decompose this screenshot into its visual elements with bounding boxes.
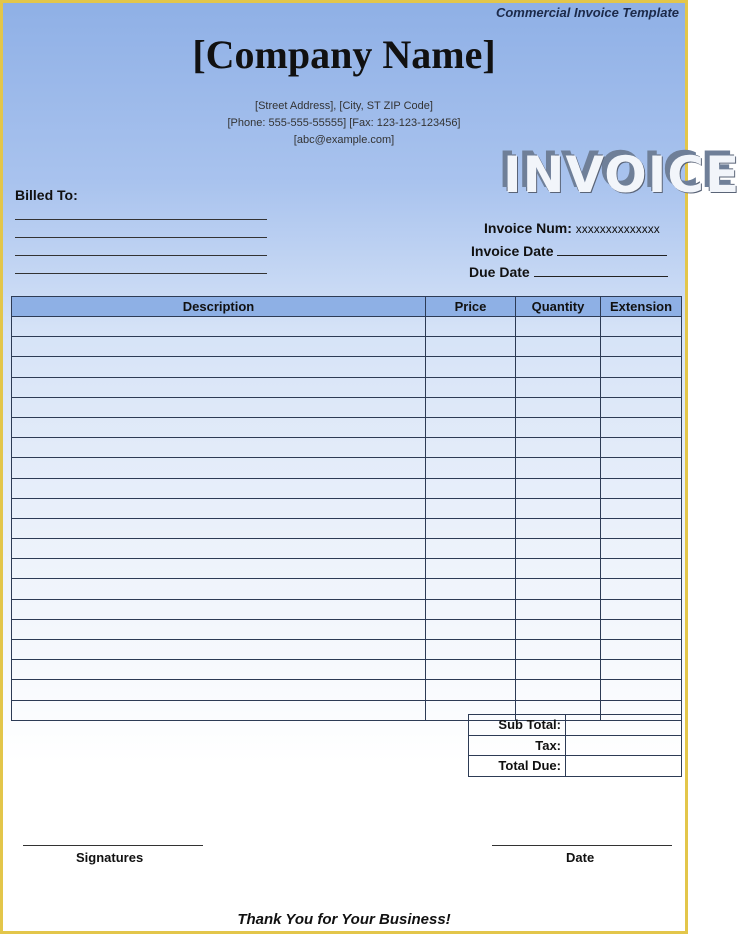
table-row bbox=[12, 539, 682, 559]
table-row bbox=[12, 377, 682, 397]
price-cell[interactable] bbox=[426, 478, 516, 498]
extension-cell[interactable] bbox=[601, 377, 682, 397]
tax-row bbox=[469, 735, 682, 756]
thank-you-message: Thank You for Your Business! bbox=[237, 911, 451, 928]
table-row bbox=[12, 660, 682, 680]
billed-to-line-4[interactable] bbox=[15, 273, 267, 274]
tax-label: Tax: bbox=[469, 735, 566, 756]
extension-cell[interactable] bbox=[601, 478, 682, 498]
quantity-header: Quantity bbox=[516, 297, 601, 317]
price-cell[interactable] bbox=[426, 619, 516, 639]
price-cell[interactable] bbox=[426, 579, 516, 599]
subtotal-row bbox=[469, 715, 682, 736]
description-cell[interactable] bbox=[12, 680, 426, 700]
quantity-cell[interactable] bbox=[516, 518, 601, 538]
price-header: Price bbox=[426, 297, 516, 317]
extension-cell[interactable] bbox=[601, 438, 682, 458]
description-cell[interactable] bbox=[12, 317, 426, 337]
price-cell[interactable] bbox=[426, 559, 516, 579]
quantity-cell[interactable] bbox=[516, 680, 601, 700]
quantity-cell[interactable] bbox=[516, 337, 601, 357]
template-title: Commercial Invoice Template bbox=[495, 5, 679, 20]
invoice-date-label: Invoice Date bbox=[471, 243, 554, 259]
price-cell[interactable] bbox=[426, 640, 516, 660]
table-row bbox=[12, 559, 682, 579]
extension-cell[interactable] bbox=[601, 680, 682, 700]
table-row bbox=[12, 619, 682, 639]
total-due-row bbox=[469, 756, 682, 777]
total-due-value[interactable] bbox=[566, 756, 682, 777]
quantity-cell[interactable] bbox=[516, 599, 601, 619]
extension-header: Extension bbox=[601, 297, 682, 317]
invoice-num-value[interactable]: xxxxxxxxxxxxxx bbox=[575, 222, 660, 236]
billed-to-line-3[interactable] bbox=[15, 255, 267, 256]
due-date-row bbox=[469, 264, 668, 280]
extension-cell[interactable] bbox=[601, 559, 682, 579]
signature-line[interactable] bbox=[23, 845, 203, 846]
invoice-date-row bbox=[471, 243, 667, 259]
email-address: [abc@example.com] bbox=[293, 134, 395, 146]
description-cell[interactable] bbox=[12, 559, 426, 579]
table-row bbox=[12, 337, 682, 357]
price-cell[interactable] bbox=[426, 317, 516, 337]
description-cell[interactable] bbox=[12, 700, 426, 720]
extension-cell[interactable] bbox=[601, 539, 682, 559]
table-row bbox=[12, 640, 682, 660]
table-row bbox=[12, 317, 682, 337]
extension-cell[interactable] bbox=[601, 640, 682, 660]
subtotal-label: Sub Total: bbox=[469, 715, 566, 736]
description-cell[interactable] bbox=[12, 417, 426, 437]
price-cell[interactable] bbox=[426, 539, 516, 559]
due-date-field[interactable] bbox=[534, 276, 668, 277]
description-cell[interactable] bbox=[12, 397, 426, 417]
invoice-num-row bbox=[484, 220, 660, 236]
date-label: Date bbox=[566, 850, 595, 865]
extension-cell[interactable] bbox=[601, 417, 682, 437]
table-row bbox=[12, 438, 682, 458]
quantity-cell[interactable] bbox=[516, 377, 601, 397]
extension-cell[interactable] bbox=[601, 397, 682, 417]
description-cell[interactable] bbox=[12, 357, 426, 377]
price-cell[interactable] bbox=[426, 660, 516, 680]
quantity-cell[interactable] bbox=[516, 640, 601, 660]
tax-value[interactable] bbox=[566, 735, 682, 756]
invoice-num-label: Invoice Num: bbox=[484, 220, 572, 236]
items-table bbox=[11, 296, 682, 721]
extension-cell[interactable] bbox=[601, 518, 682, 538]
price-cell[interactable] bbox=[426, 337, 516, 357]
quantity-cell[interactable] bbox=[516, 417, 601, 437]
description-cell[interactable] bbox=[12, 377, 426, 397]
extension-cell[interactable] bbox=[601, 619, 682, 639]
billed-to-line-1[interactable] bbox=[15, 219, 267, 220]
table-row bbox=[12, 417, 682, 437]
description-cell[interactable] bbox=[12, 458, 426, 478]
quantity-cell[interactable] bbox=[516, 539, 601, 559]
company-name: [Company Name] bbox=[192, 32, 496, 77]
description-cell[interactable] bbox=[12, 599, 426, 619]
description-cell[interactable] bbox=[12, 539, 426, 559]
extension-cell[interactable] bbox=[601, 599, 682, 619]
quantity-cell[interactable] bbox=[516, 498, 601, 518]
quantity-cell[interactable] bbox=[516, 660, 601, 680]
extension-cell[interactable] bbox=[601, 337, 682, 357]
price-cell[interactable] bbox=[426, 599, 516, 619]
table-row bbox=[12, 599, 682, 619]
table-row bbox=[12, 680, 682, 700]
billed-to-label: Billed To: bbox=[15, 187, 78, 203]
quantity-cell[interactable] bbox=[516, 317, 601, 337]
items-body bbox=[12, 317, 682, 721]
price-cell[interactable] bbox=[426, 357, 516, 377]
price-cell[interactable] bbox=[426, 438, 516, 458]
description-cell[interactable] bbox=[12, 518, 426, 538]
price-cell[interactable] bbox=[426, 397, 516, 417]
quantity-cell[interactable] bbox=[516, 619, 601, 639]
quantity-cell[interactable] bbox=[516, 438, 601, 458]
extension-cell[interactable] bbox=[601, 458, 682, 478]
description-cell[interactable] bbox=[12, 478, 426, 498]
totals-table bbox=[468, 714, 682, 777]
table-row bbox=[12, 579, 682, 599]
extension-cell[interactable] bbox=[601, 660, 682, 680]
price-cell[interactable] bbox=[426, 417, 516, 437]
quantity-cell[interactable] bbox=[516, 579, 601, 599]
table-row bbox=[12, 458, 682, 478]
items-header-row bbox=[12, 297, 682, 317]
table-row bbox=[12, 357, 682, 377]
description-cell[interactable] bbox=[12, 498, 426, 518]
description-header: Description bbox=[12, 297, 426, 317]
quantity-cell[interactable] bbox=[516, 397, 601, 417]
description-cell[interactable] bbox=[12, 619, 426, 639]
phone-fax: [Phone: 555-555-55555] [Fax: 123-123-123456] bbox=[227, 117, 461, 129]
price-cell[interactable] bbox=[426, 458, 516, 478]
quantity-cell[interactable] bbox=[516, 458, 601, 478]
price-cell[interactable] bbox=[426, 498, 516, 518]
table-row bbox=[12, 397, 682, 417]
table-row bbox=[12, 478, 682, 498]
price-cell[interactable] bbox=[426, 377, 516, 397]
date-line[interactable] bbox=[492, 845, 672, 846]
description-cell[interactable] bbox=[12, 640, 426, 660]
price-cell[interactable] bbox=[426, 680, 516, 700]
quantity-cell[interactable] bbox=[516, 478, 601, 498]
invoice-title: INVOICE bbox=[503, 146, 740, 204]
extension-cell[interactable] bbox=[601, 317, 682, 337]
description-cell[interactable] bbox=[12, 438, 426, 458]
description-cell[interactable] bbox=[12, 337, 426, 357]
extension-cell[interactable] bbox=[601, 579, 682, 599]
quantity-cell[interactable] bbox=[516, 559, 601, 579]
description-cell[interactable] bbox=[12, 660, 426, 680]
street-address: [Street Address], [City, ST ZIP Code] bbox=[255, 100, 433, 112]
signatures-label: Signatures bbox=[76, 850, 144, 865]
extension-cell[interactable] bbox=[601, 498, 682, 518]
billed-to-line-2[interactable] bbox=[15, 237, 267, 238]
invoice-date-field[interactable] bbox=[557, 255, 667, 256]
price-cell[interactable] bbox=[426, 518, 516, 538]
extension-cell[interactable] bbox=[601, 357, 682, 377]
quantity-cell[interactable] bbox=[516, 357, 601, 377]
description-cell[interactable] bbox=[12, 579, 426, 599]
due-date-label: Due Date bbox=[469, 264, 530, 280]
subtotal-value[interactable] bbox=[566, 715, 682, 736]
table-row bbox=[12, 498, 682, 518]
total-due-label: Total Due: bbox=[469, 756, 566, 777]
table-row bbox=[12, 518, 682, 538]
